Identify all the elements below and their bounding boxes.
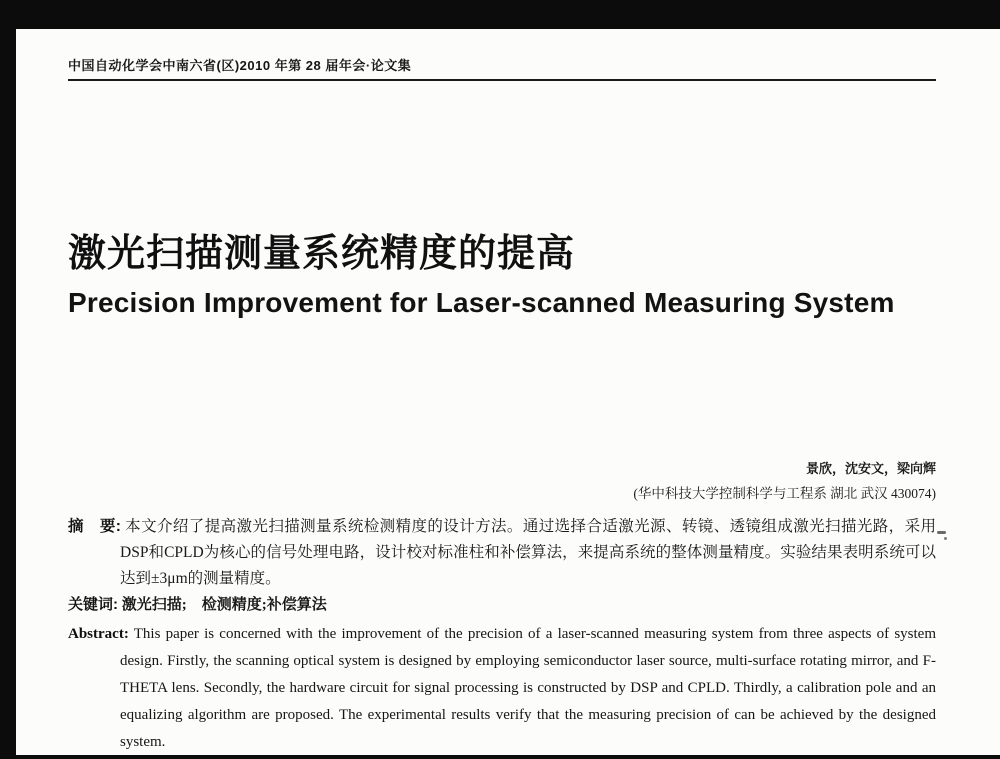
header-divider <box>68 79 936 81</box>
abstract-zh <box>68 514 936 592</box>
scan-artifact <box>937 531 946 534</box>
abstract-en-label: Abstract: <box>68 626 129 643</box>
scan-artifact <box>944 537 947 540</box>
keywords-label: 关键词: <box>68 596 118 614</box>
affiliation: (华中科技大学控制科学与工程系 湖北 武汉 430074) <box>633 486 936 502</box>
abstract-en-text: This paper is concerned with the improvement of the precision of a laser-scanned measuring system from three aspects of system design. Firstly, the scanning optical system is designed by employing semiconductor laser source, multi-surface rotating mirror, and F-THETA lens. Secondly, the hardware circuit for signal processing is constructed by DSP and CPLD. Thirdly, a calibration pole and an equalizing algorithm are proposed. The experimental results verify that the measuring precision of can be achieved by the designed system. <box>120 626 936 751</box>
byline-block <box>68 459 936 503</box>
page-content <box>68 29 936 755</box>
paper-title-zh: 激光扫描测量系统精度的提高 <box>68 233 576 275</box>
keywords-text: 激光扫描; 检测精度;补偿算法 <box>121 597 327 614</box>
abstract-en <box>68 621 936 755</box>
paper-title-en: Precision Improvement for Laser-scanned Measuring System <box>68 286 895 318</box>
keywords-line <box>68 595 936 615</box>
paper-page <box>16 29 1000 755</box>
proceedings-header: 中国自动化学会中南六省(区)2010 年第 28 届年会·论文集 <box>68 58 412 73</box>
abstract-zh-text: 本文介绍了提高激光扫描测量系统检测精度的设计方法。通过选择合适激光源、转镜、透镜组成激光扫描光路，采用DSP和CPLD为核心的信号处理电路，设计校对标准柱和补偿算法，来提高系统的整体测量精度。实验结果表明系统可以达到±3μm的测量精度。 <box>120 518 936 588</box>
abstract-zh-label: 摘 要: <box>68 518 121 536</box>
authors: 景欣，沈安文，梁向辉 <box>805 461 936 477</box>
